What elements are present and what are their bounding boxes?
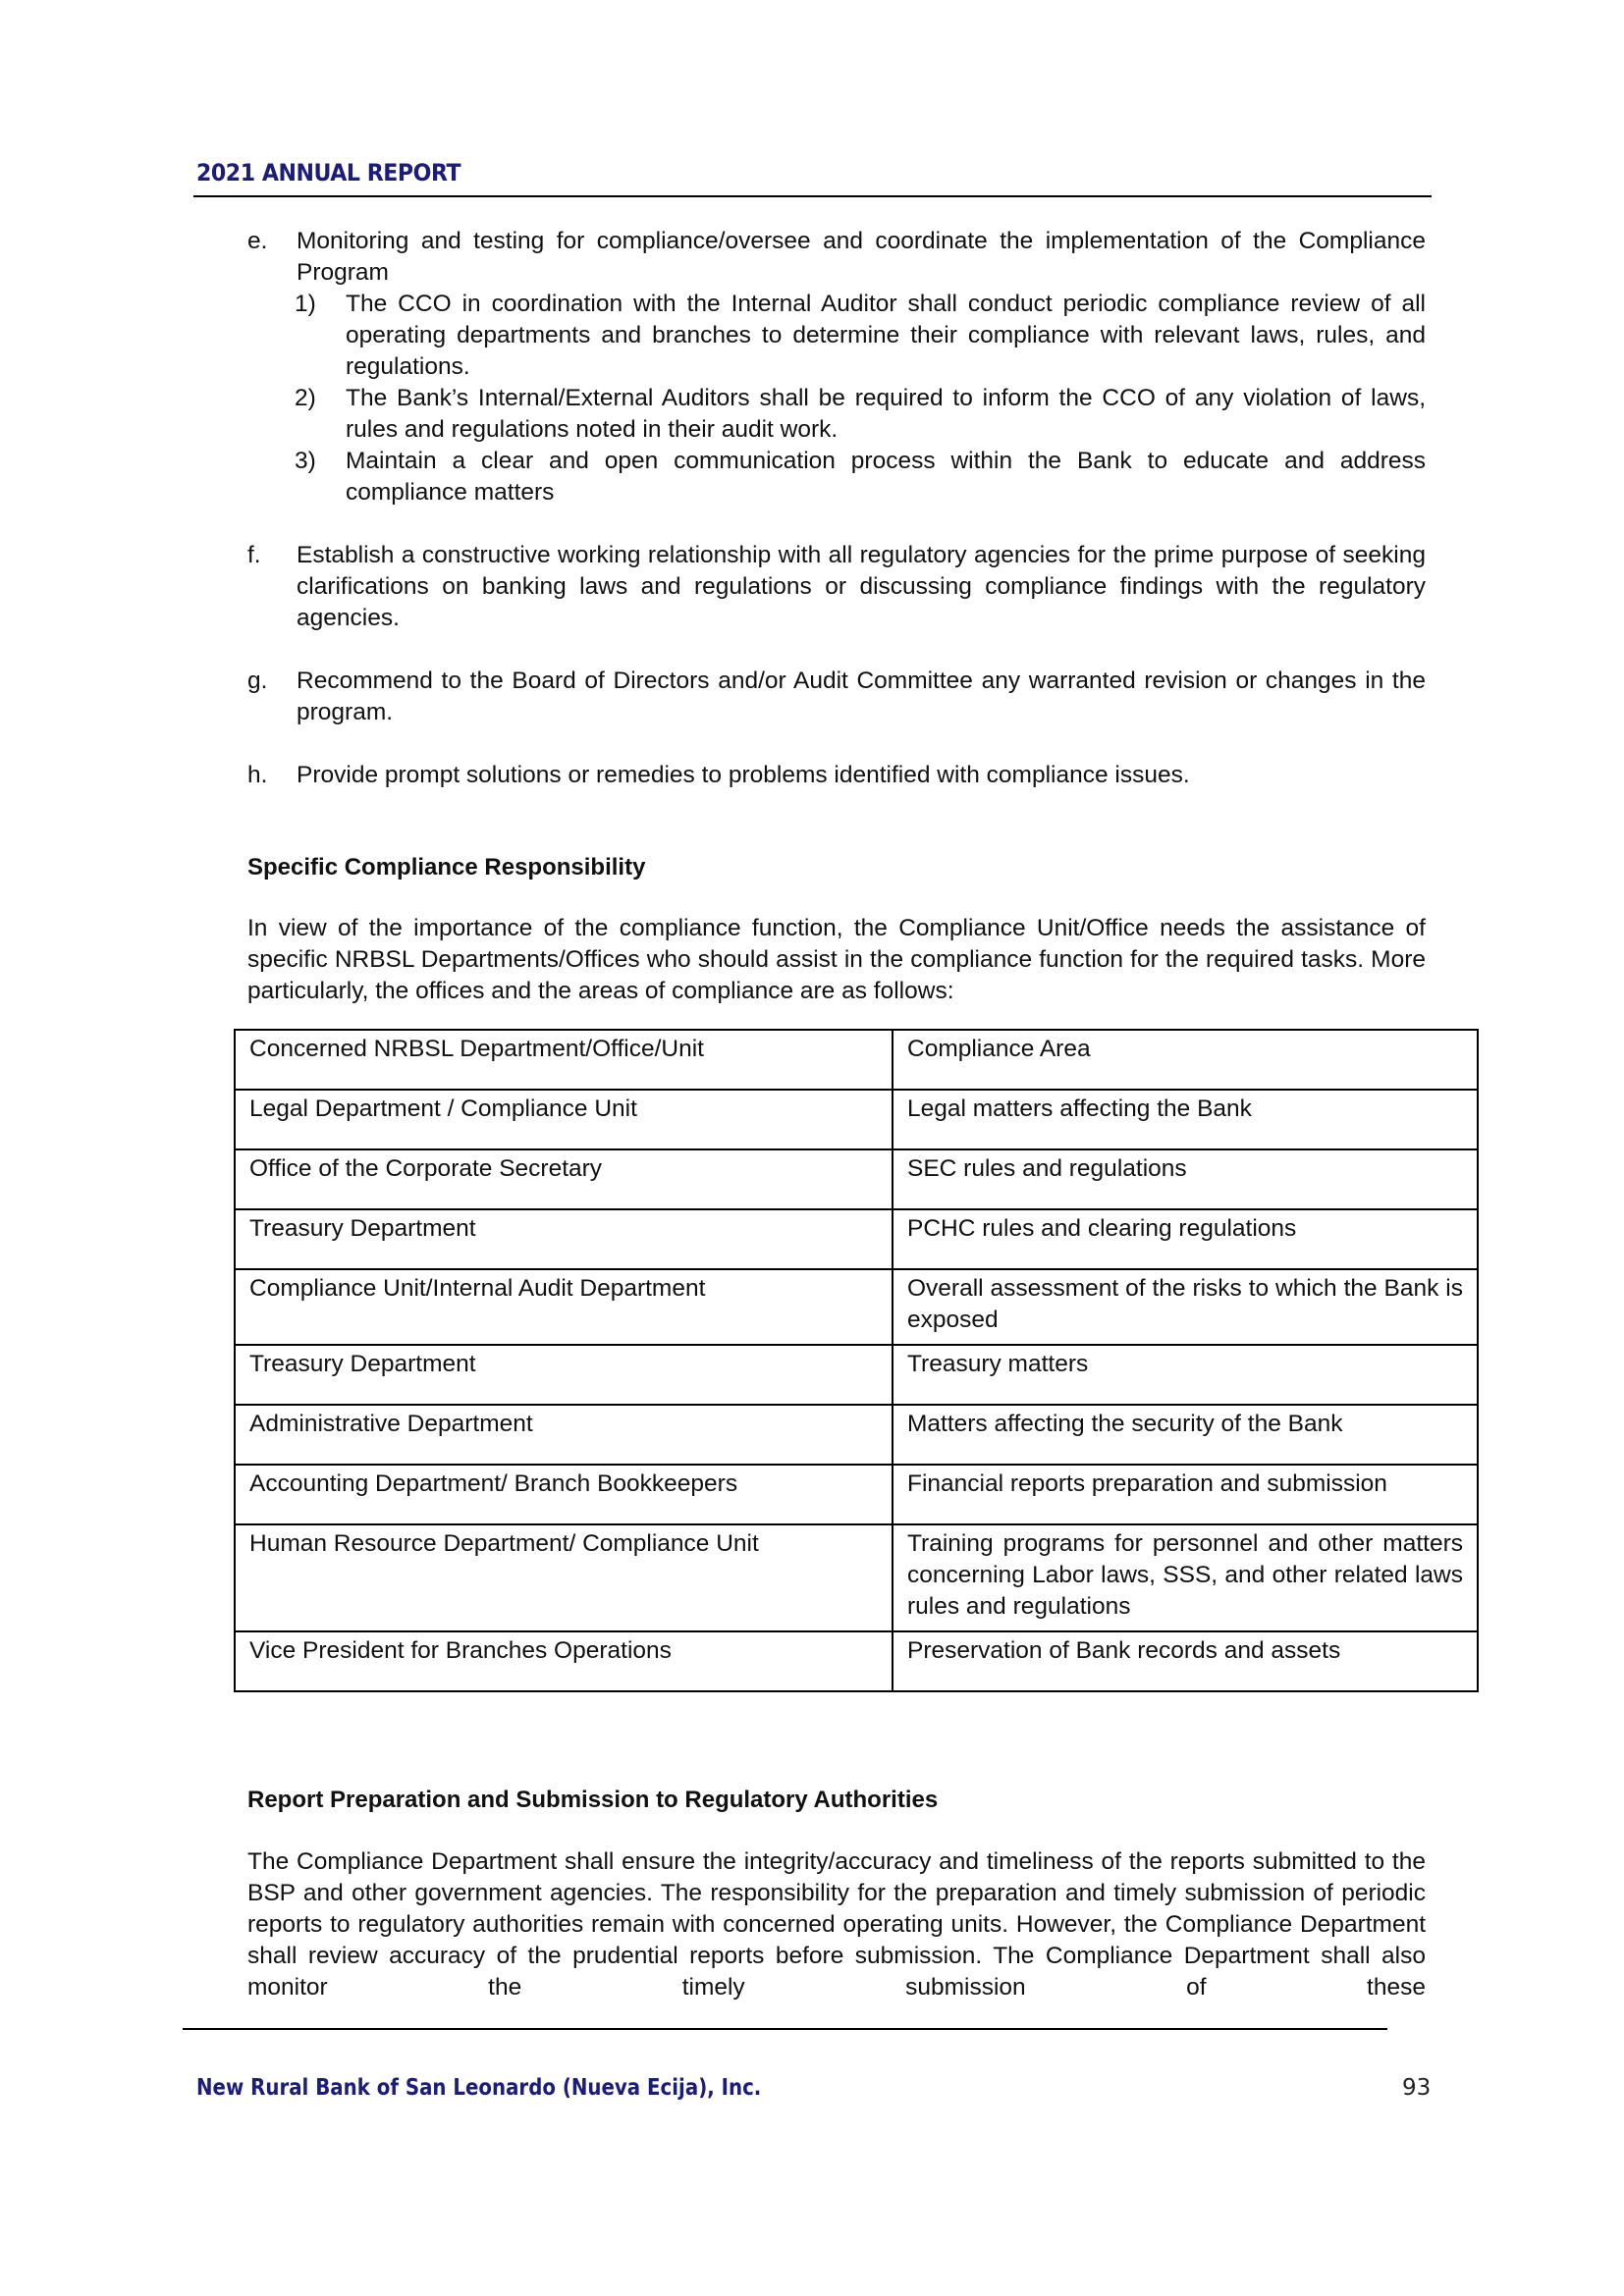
- compliance-area-cell: Training programs for personnel and other matters concerning Labor laws, SSS, and other related laws rules and regulations: [893, 1524, 1478, 1631]
- table-row: [235, 1631, 1478, 1691]
- table-row: [235, 1209, 1478, 1269]
- compliance-areas-table: [234, 1029, 1479, 1692]
- table-row: [235, 1405, 1478, 1465]
- table-header-cell: Concerned NRBSL Department/Office/Unit: [235, 1030, 893, 1090]
- department-cell: Vice President for Branches Operations: [235, 1631, 893, 1691]
- table-row: [235, 1090, 1478, 1149]
- department-cell: Treasury Department: [235, 1345, 893, 1405]
- department-cell: Treasury Department: [235, 1209, 893, 1269]
- compliance-area-cell: Legal matters affecting the Bank: [893, 1090, 1478, 1149]
- department-cell: Office of the Corporate Secretary: [235, 1149, 893, 1209]
- list-marker: f.: [247, 542, 261, 568]
- sublist-marker: 3): [295, 448, 316, 474]
- compliance-area-cell: Preservation of Bank records and assets: [893, 1631, 1478, 1691]
- section-paragraph: In view of the importance of the compliance function, the Compliance Unit/Office needs the assistance of specific NRBSL Departments/Offices who should assist in the compliance function for the required tasks. More particularly, the offices and the areas of compliance are as follows:: [247, 915, 1426, 1004]
- header-rule: [193, 195, 1432, 197]
- department-cell: Legal Department / Compliance Unit: [235, 1090, 893, 1149]
- department-cell: Accounting Department/ Branch Bookkeepers: [235, 1465, 893, 1524]
- sublist-marker: 2): [295, 385, 316, 411]
- compliance-area-cell: Matters affecting the security of the Bank: [893, 1405, 1478, 1465]
- list-item-text: Recommend to the Board of Directors and/or Audit Committee any warranted revision or changes in the program.: [297, 667, 1426, 725]
- department-cell: Compliance Unit/Internal Audit Department: [235, 1269, 893, 1345]
- list-marker: h.: [247, 762, 268, 788]
- section-heading-specific-compliance: Specific Compliance Responsibility: [247, 854, 646, 881]
- section-paragraph: The Compliance Department shall ensure the integrity/accuracy and timeliness of the reports submitted to the BSP and other government agencies. The responsibility for the preparation and timely submission of periodic reports to regulatory authorities remain with concerned operating units. However, the Compliance Department shall review accuracy of the prudential reports before submission. The Compliance Department shall also monitor the timely submission of these: [247, 1848, 1426, 2001]
- compliance-area-cell: SEC rules and regulations: [893, 1149, 1478, 1209]
- sublist-item-text: The Bank’s Internal/External Auditors shall be required to inform the CCO of any violation of laws, rules and regulations noted in their audit work.: [346, 385, 1426, 443]
- compliance-area-cell: PCHC rules and clearing regulations: [893, 1209, 1478, 1269]
- list-marker: g.: [247, 667, 268, 694]
- department-cell: Administrative Department: [235, 1405, 893, 1465]
- sublist-item-text: The CCO in coordination with the Internal Auditor shall conduct periodic compliance review of all operating departments and branches to determine their compliance with relevant laws, rules, and regulations.: [346, 291, 1426, 380]
- page-number: 93: [1402, 2075, 1432, 2101]
- sublist-marker: 1): [295, 291, 316, 317]
- footer-rule: [183, 2028, 1387, 2030]
- compliance-area-cell: Treasury matters: [893, 1345, 1478, 1405]
- list-item-text: Establish a constructive working relationship with all regulatory agencies for the prime purpose of seeking clarifications on banking laws and regulations or discussing compliance findings with the regulatory agencies.: [297, 542, 1426, 631]
- report-header-title: 2021 ANNUAL REPORT: [196, 159, 461, 187]
- department-cell: Human Resource Department/ Compliance Unit: [235, 1524, 893, 1631]
- compliance-area-cell: Financial reports preparation and submission: [893, 1465, 1478, 1524]
- table-row: [235, 1524, 1478, 1631]
- table-row: [235, 1345, 1478, 1405]
- sublist-item-text: Maintain a clear and open communication process within the Bank to educate and address compliance matters: [346, 448, 1426, 506]
- list-marker: e.: [247, 228, 268, 254]
- table-row: [235, 1149, 1478, 1209]
- table-row: [235, 1465, 1478, 1524]
- table-row: [235, 1269, 1478, 1345]
- footer-organization: New Rural Bank of San Leonardo (Nueva Ecija), Inc.: [196, 2075, 762, 2101]
- table-header-row: [235, 1030, 1478, 1090]
- list-item-text: Monitoring and testing for compliance/oversee and coordinate the implementation of the Compliance Program: [297, 228, 1426, 286]
- compliance-area-cell: Overall assessment of the risks to which the Bank is exposed: [893, 1269, 1478, 1345]
- section-heading-report-preparation: Report Preparation and Submission to Regulatory Authorities: [247, 1787, 939, 1813]
- table-header-cell: Compliance Area: [893, 1030, 1478, 1090]
- list-item-text: Provide prompt solutions or remedies to problems identified with compliance issues.: [297, 762, 1190, 788]
